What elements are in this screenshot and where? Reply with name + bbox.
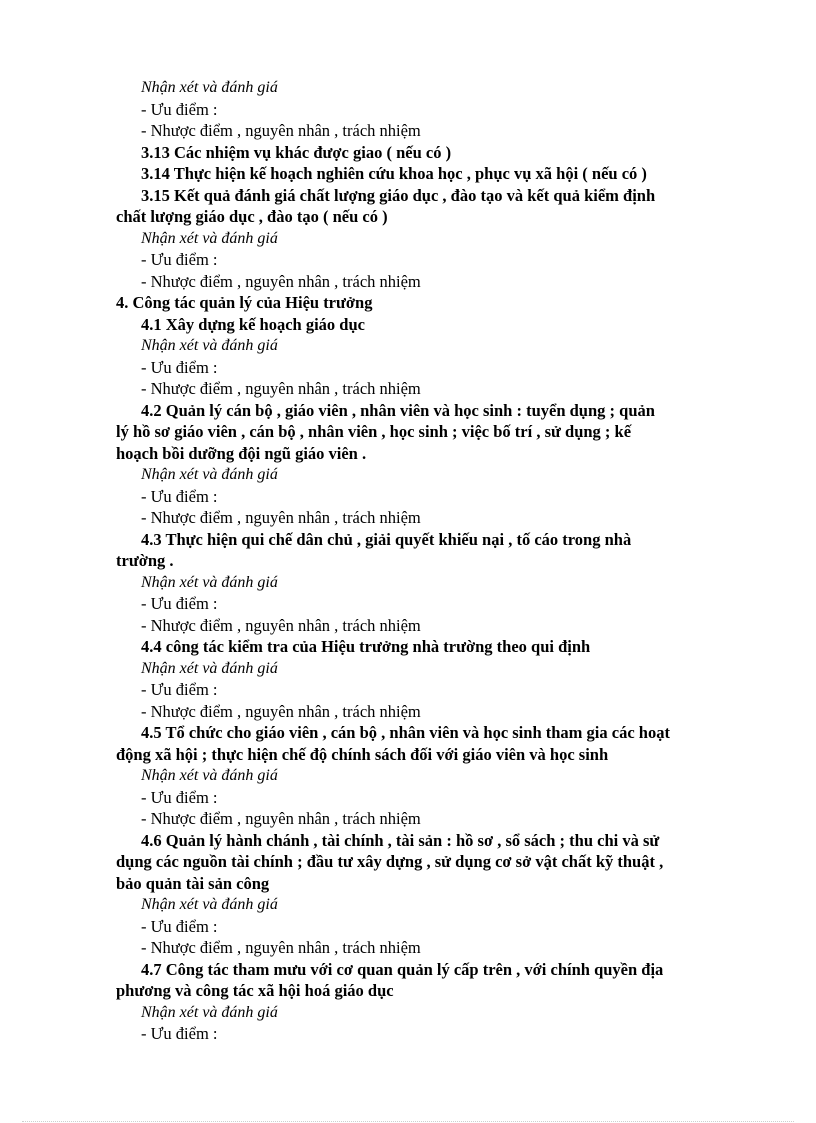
section-heading: 4.1 Xây dựng kế hoạch giáo dục (141, 314, 365, 334)
document-page (0, 77, 816, 1045)
evaluation-note: Nhận xét và đánh giá (141, 337, 278, 354)
section-heading-continued: chất lượng giáo dục , đào tạo ( nếu có ) (116, 207, 388, 226)
section-heading: 4.3 Thực hiện qui chế dân chủ , giải quyết khiếu nại , tố cáo trong nhà (141, 529, 632, 549)
strengths-line: - Ưu điểm : (141, 1024, 218, 1043)
weaknesses-line: - Nhược điểm , nguyên nhân , trách nhiệm (141, 271, 421, 291)
weaknesses-line: - Nhược điểm , nguyên nhân , trách nhiệm (141, 938, 421, 957)
section-heading: 4.5 Tổ chức cho giáo viên , cán bộ , nhân viên và học sinh tham gia các hoạt (141, 723, 670, 742)
strengths-line: - Ưu điểm : (141, 787, 218, 807)
weaknesses-line: - Nhược điểm , nguyên nhân , trách nhiệm (141, 809, 421, 828)
weaknesses-line: - Nhược điểm , nguyên nhân , trách nhiệm (141, 121, 421, 140)
evaluation-note: Nhận xét và đánh giá (141, 767, 278, 784)
strengths-line: - Ưu điểm : (141, 99, 218, 119)
section-heading: 4.4 công tác kiểm tra của Hiệu trưởng nhà trường theo qui định (141, 637, 591, 656)
weaknesses-line: - Nhược điểm , nguyên nhân , trách nhiệm (141, 379, 421, 398)
section-heading-continued: hoạch bồi dưỡng đội ngũ giáo viên . (116, 443, 367, 463)
strengths-line: - Ưu điểm : (141, 357, 218, 377)
weaknesses-line: - Nhược điểm , nguyên nhân , trách nhiệm (141, 508, 421, 527)
evaluation-note: Nhận xét và đánh giá (141, 573, 278, 591)
section-heading: 4.6 Quản lý hành chánh , tài chính , tài sản : hồ sơ , sổ sách ; thu chi và sử (141, 830, 660, 850)
strengths-line: - Ưu điểm : (141, 916, 218, 936)
section-heading-continued: động xã hội ; thực hiện chế độ chính sách đối với giáo viên và học sinh (116, 744, 609, 764)
page-bottom-divider (22, 1121, 794, 1122)
strengths-line: - Ưu điểm : (141, 250, 218, 269)
strengths-line: - Ưu điểm : (141, 680, 218, 699)
strengths-line: - Ưu điểm : (141, 594, 218, 613)
section-heading-continued: dụng các nguồn tài chính ; đầu tư xây dựng , sử dụng cơ sở vật chất kỹ thuật , (116, 852, 664, 871)
section-heading: 3.15 Kết quả đánh giá chất lượng giáo dục , đào tạo và kết quả kiểm định (141, 185, 656, 205)
section-heading: 3.14 Thực hiện kế hoạch nghiên cứu khoa học , phục vụ xã hội ( nếu có ) (141, 164, 647, 183)
section-heading: 4.7 Công tác tham mưu với cơ quan quản lý cấp trên , với chính quyền địa (141, 959, 664, 979)
weaknesses-line: - Nhược điểm , nguyên nhân , trách nhiệm (141, 701, 421, 721)
evaluation-note: Nhận xét và đánh giá (141, 79, 278, 96)
strengths-line: - Ưu điểm : (141, 486, 218, 506)
evaluation-note: Nhận xét và đánh giá (141, 466, 278, 483)
section-heading: 3.13 Các nhiệm vụ khác được giao ( nếu có ) (141, 142, 452, 162)
weaknesses-line: - Nhược điểm , nguyên nhân , trách nhiệm (141, 615, 421, 635)
evaluation-note: Nhận xét và đánh giá (141, 1003, 278, 1021)
section-heading-continued: lý hồ sơ giáo viên , cán bộ , nhân viên , học sinh ; việc bố trí , sử dụng ; kế (116, 422, 632, 441)
section-heading-continued: bảo quản tài sản công (116, 873, 270, 893)
chapter-heading: 4. Công tác quản lý của Hiệu trưởng (116, 293, 373, 312)
evaluation-note: Nhận xét và đánh giá (141, 229, 278, 247)
section-heading-continued: trường . (116, 551, 174, 570)
section-heading: 4.2 Quản lý cán bộ , giáo viên , nhân viên và học sinh : tuyển dụng ; quản (141, 400, 655, 420)
evaluation-note: Nhận xét và đánh giá (141, 896, 278, 913)
section-heading-continued: phương và công tác xã hội hoá giáo dục (116, 981, 394, 1000)
evaluation-note: Nhận xét và đánh giá (141, 659, 278, 677)
